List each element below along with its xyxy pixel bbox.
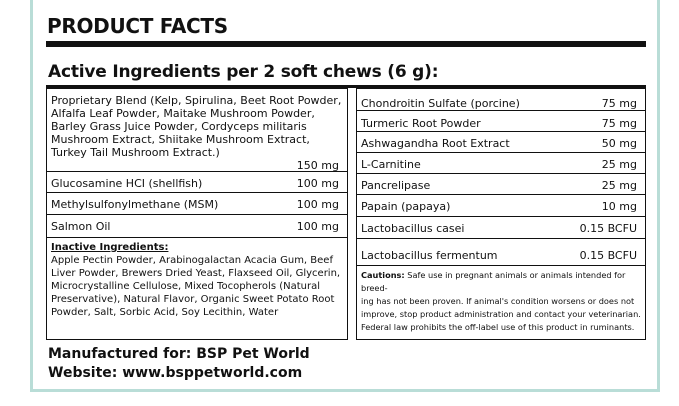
left-ingredients-table xyxy=(46,88,348,340)
ingredient-name: Turmeric Root Powder xyxy=(361,117,481,130)
ingredient-row xyxy=(357,111,645,132)
ingredient-row xyxy=(47,193,347,215)
ingredient-row xyxy=(47,215,347,238)
active-ingredients-heading: Active Ingredients per 2 soft chews (6 g): xyxy=(48,62,439,82)
title-rule xyxy=(46,41,646,47)
ingredient-amount: 150 mg xyxy=(296,159,339,172)
ingredient-name: Ashwagandha Root Extract xyxy=(361,137,510,150)
ingredient-row xyxy=(357,89,645,111)
ingredient-name: Salmon Oil xyxy=(51,220,111,233)
manufacturer-line: Manufactured for: BSP Pet World xyxy=(48,346,310,362)
ingredient-row xyxy=(357,195,645,217)
ingredient-row xyxy=(357,132,645,153)
ingredient-name: Methylsulfonylmethane (MSM) xyxy=(51,198,219,211)
ingredient-name: Chondroitin Sulfate (porcine) xyxy=(361,97,520,110)
ingredient-name: Pancrelipase xyxy=(361,179,431,192)
manufacturer-info xyxy=(48,345,310,383)
ingredient-name: Proprietary Blend (Kelp, Spirulina, Beet Root Powder, Alfalfa Leaf Powder, Maitake Mushroom Powder, Barley Grass Juice Powder, Cordyceps militaris Mushroom Extract, Shiitake Mushroom Extract, Turkey Tail Mushroom Extract.) xyxy=(51,94,342,159)
product-facts-title: PRODUCT FACTS xyxy=(47,14,228,38)
website-line: Website: www.bsppetworld.com xyxy=(48,365,303,381)
ingredient-row xyxy=(47,89,347,172)
ingredient-amount: 75 mg xyxy=(601,117,637,130)
ingredient-amount: 50 mg xyxy=(601,137,637,150)
ingredient-row xyxy=(357,217,645,239)
inactive-ingredients-heading: Inactive Ingredients: xyxy=(51,242,169,253)
ingredient-amount: 25 mg xyxy=(601,179,637,192)
cautions-text: Safe use in pregnant animals or animals intended for breed- ing has not been proven. If animal's condition worsens or does not improve, stop product administration and contact your veterinarian. Federal law prohibits the off-label use of this product in ruminants. xyxy=(361,270,641,332)
ingredient-row xyxy=(47,172,347,193)
right-ingredients-table xyxy=(356,88,646,340)
ingredient-row xyxy=(357,153,645,174)
ingredient-name: L-Carnitine xyxy=(361,158,421,171)
ingredient-name: Glucosamine HCI (shellfish) xyxy=(51,177,203,190)
ingredient-amount: 0.15 BCFU xyxy=(579,222,637,235)
cautions-notice xyxy=(361,269,645,334)
ingredient-amount: 75 mg xyxy=(601,97,637,110)
ingredient-name: Papain (papaya) xyxy=(361,200,451,213)
inactive-ingredients-list: Apple Pectin Powder, Arabinogalactan Acacia Gum, Beef Liver Powder, Brewers Dried Yeast, Flaxseed Oil, Glycerin, Microcrystalline Cellulose, Mixed Tocopherols (Natural Preservative), Natural Flavor, Organic Sweet Potato Root Powder, Salt, Sorbic Acid, Soy Lecithin, Water xyxy=(51,255,341,318)
ingredient-row xyxy=(357,174,645,195)
ingredient-amount: 25 mg xyxy=(601,158,637,171)
ingredient-amount: 100 mg xyxy=(296,198,339,211)
ingredient-amount: 100 mg xyxy=(296,177,339,190)
ingredient-amount: 10 mg xyxy=(601,200,637,213)
ingredient-name: Lactobacillus casei xyxy=(361,222,465,235)
ingredient-row xyxy=(357,239,645,266)
cautions-label: Cautions: xyxy=(361,270,405,280)
ingredient-name: Lactobacillus fermentum xyxy=(361,249,498,262)
ingredient-amount: 0.15 BCFU xyxy=(579,249,637,262)
ingredient-amount: 100 mg xyxy=(296,220,339,233)
